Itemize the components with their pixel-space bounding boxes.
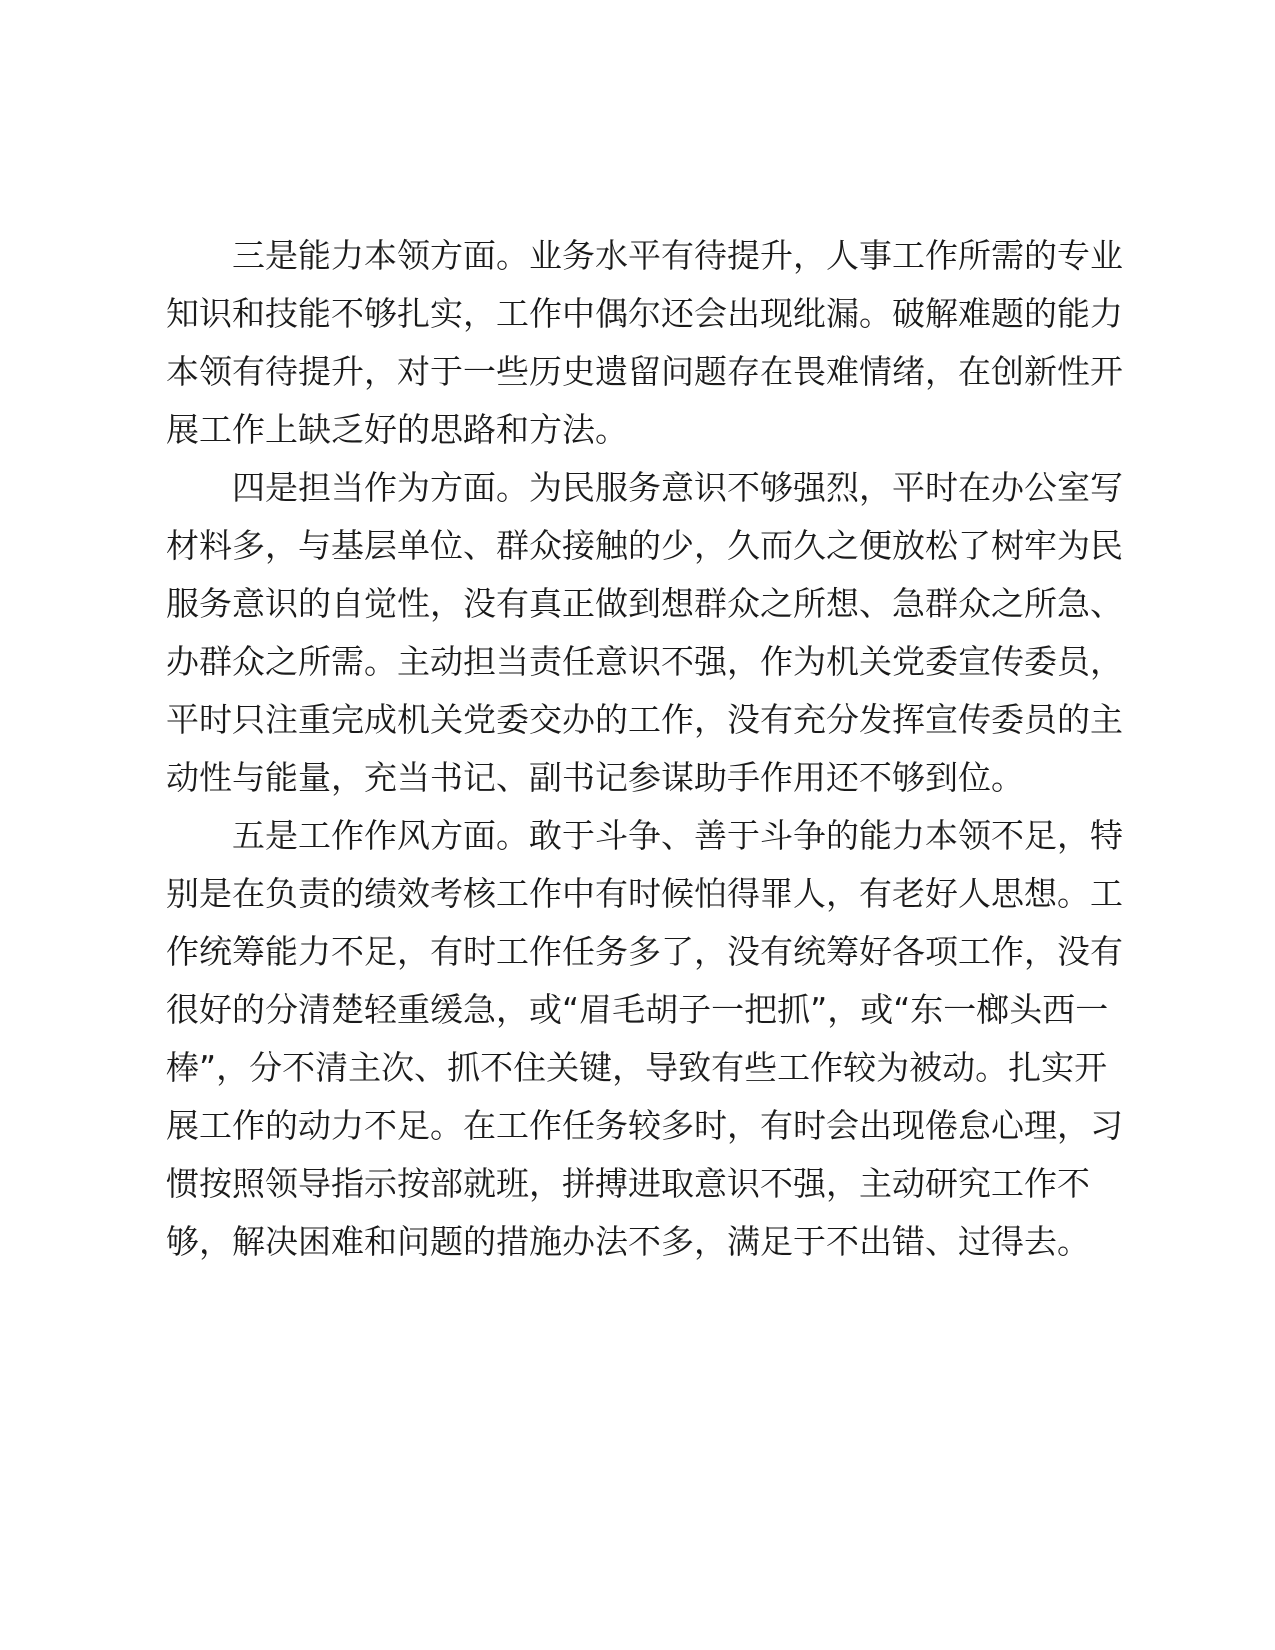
paragraph-work-style: 五是工作作风方面。敢于斗争、善于斗争的能力本领不足，特别是在负责的绩效考核工作中有时候怕得罪人，有老好人思想。工作统筹能力不足，有时工作任务多了，没有统筹好各项工作，没有很好的分清楚轻重缓急，或“眉毛胡子一把抓”，或“东一榔头西一棒”，分不清主次、抓不住关键，导致有些工作较为被动。扎实开展工作的动力不足。在工作任务较多时，有时会出现倦怠心理，习惯按照领导指示按部就班，拼搏进取意识不强，主动研究工作不够，解决困难和问题的措施办法不多，满足于不出错、过得去。 (166, 816, 1123, 1261)
document-body (166, 227, 1126, 1271)
paragraph-ability: 三是能力本领方面。业务水平有待提升，人事工作所需的专业知识和技能不够扎实，工作中偶尔还会出现纰漏。破解难题的能力本领有待提升，对于一些历史遗留问题存在畏难情绪，在创新性开展工作上缺乏好的思路和方法。 (166, 236, 1123, 449)
paragraph-responsibility: 四是担当作为方面。为民服务意识不够强烈，平时在办公室写材料多，与基层单位、群众接触的少，久而久之便放松了树牢为民服务意识的自觉性，没有真正做到想群众之所想、急群众之所急、办群众之所需。主动担当责任意识不强，作为机关党委宣传委员，平时只注重完成机关党委交办的工作，没有充分发挥宣传委员的主动性与能量，充当书记、副书记参谋助手作用还不够到位。 (166, 468, 1123, 797)
